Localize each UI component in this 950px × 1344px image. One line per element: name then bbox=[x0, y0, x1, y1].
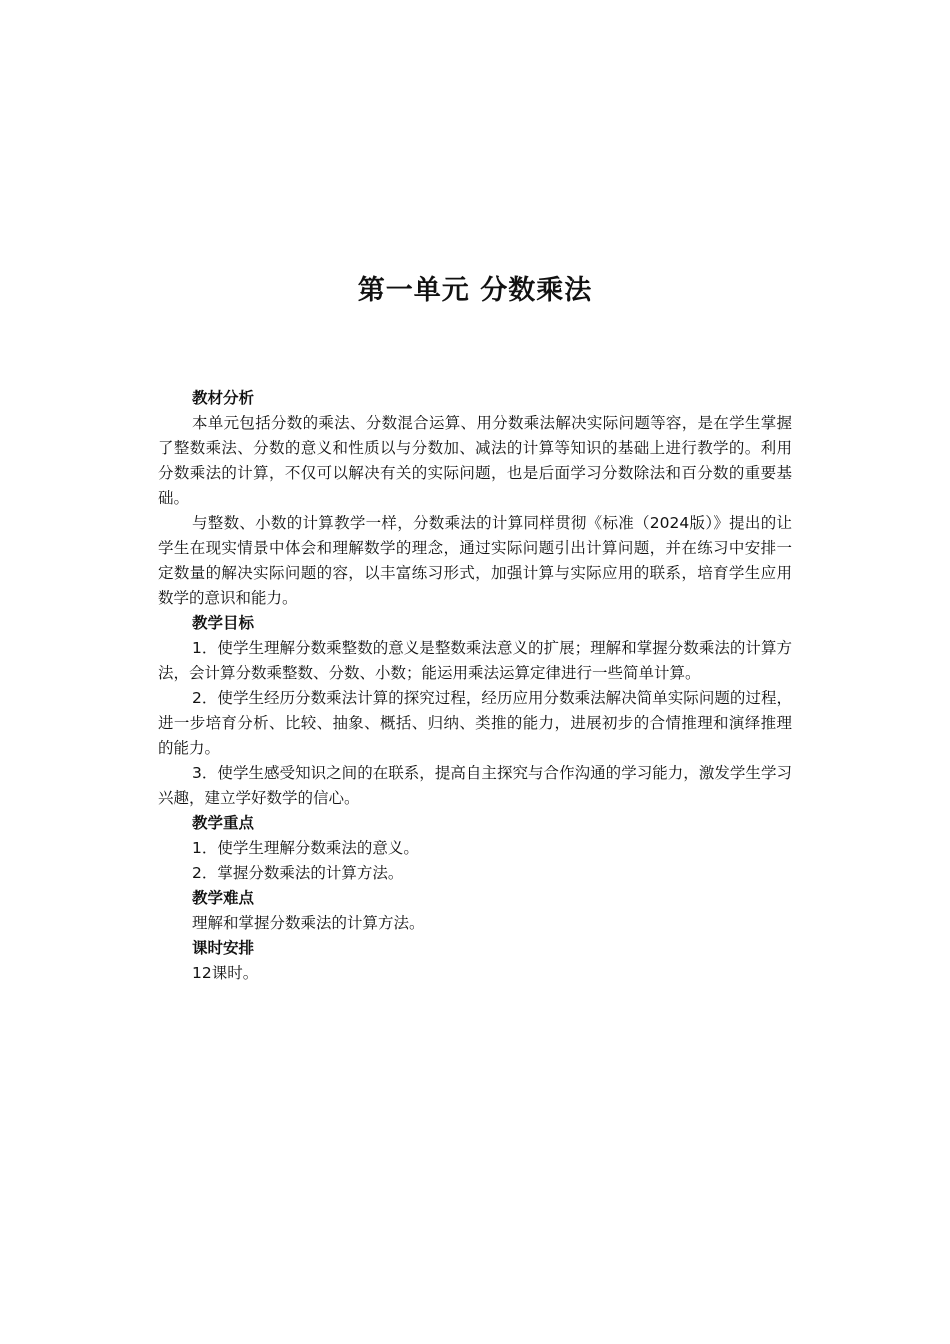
key-point-item: 2．掌握分数乘法的计算方法。 bbox=[192, 864, 404, 882]
analysis-paragraph: 与整数、小数的计算教学一样，分数乘法的计算同样贯彻《标准（2024版）》提出的让学生在现实情景中体会和理解数学的理念，通过实际问题引出计算问题，并在练习中安排一定数量的解决实际问题的容，以丰富练习形式，加强计算与实际应用的联系，培育学生应用数学的意识和能力。 bbox=[158, 514, 792, 607]
analysis-paragraph: 本单元包括分数的乘法、分数混合运算、用分数乘法解决实际问题等容，是在学生掌握了整数乘法、分数的意义和性质以与分数加、减法的计算等知识的基础上进行教学的。利用分数乘法的计算，不仅可以解决有关的实际问题，也是后面学习分数除法和百分数的重要基础。 bbox=[158, 414, 792, 507]
section-heading-goals: 教学目标 bbox=[192, 614, 255, 632]
key-point-item: 1．使学生理解分数乘法的意义。 bbox=[192, 839, 419, 857]
goal-paragraph: 3．使学生感受知识之间的在联系，提高自主探究与合作沟通的学习能力，激发学生学习兴趣，建立学好数学的信心。 bbox=[158, 764, 792, 807]
difficulty-item: 理解和掌握分数乘法的计算方法。 bbox=[192, 914, 425, 932]
document-body bbox=[158, 386, 792, 986]
section-heading-analysis: 教材分析 bbox=[192, 389, 255, 407]
goal-paragraph: 1．使学生理解分数乘整数的意义是整数乘法意义的扩展；理解和掌握分数乘法的计算方法，会计算分数乘整数、分数、小数；能运用乘法运算定律进行一些简单计算。 bbox=[158, 639, 792, 682]
goal-paragraph: 2．使学生经历分数乘法计算的探究过程，经历应用分数乘法解决简单实际问题的过程，进一步培育分析、比较、抽象、概括、归纳、类推的能力，进展初步的合情推理和演绎推理的能力。 bbox=[158, 689, 792, 757]
section-heading-schedule: 课时安排 bbox=[192, 939, 255, 957]
schedule-item: 12课时。 bbox=[192, 964, 259, 982]
section-heading-difficulties: 教学难点 bbox=[192, 889, 255, 907]
page-title: 第一单元 分数乘法 bbox=[357, 275, 593, 306]
section-heading-key-points: 教学重点 bbox=[192, 814, 255, 832]
